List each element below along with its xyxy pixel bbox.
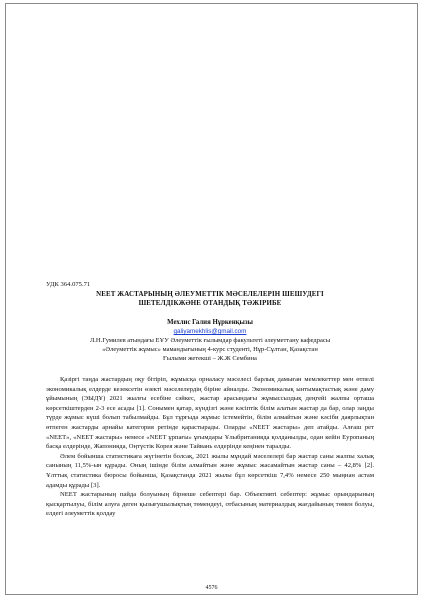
author-email-link[interactable]: galiyamekhlis@gmail.com (173, 328, 247, 335)
page-number: 4576 (205, 585, 218, 591)
affiliation-line-1: Л.Н.Гумилев атындағы ЕҰУ Әлеуметтік ғылымдар факультеті әлеуметтану кафедрасы (89, 337, 331, 344)
udk-code: УДК 364.075.71 (46, 281, 91, 288)
article-title-line-2: ШЕТЕЛДІКЖӘНЕ ОТАНДЫҚ ТӘЖІРИБЕ (138, 300, 282, 307)
paragraph-1: Қазіргі таңда жастардың оқу бітіріп, жұмысқа орналасу мәселесі барлық дамыған мемлекеттер мен өтпелі экономикалық елдерде кезексетін өзекті мәселелердің біріне айналды. Экономикалық ынтымақтастық және даму ұйымының (ЭЫДҰ) 2021 жылғы есебіне сәйкес, жастар арасындағы жұмыссыздық деңгейі жалпы орташа көрсеткіштерден 2-3 есе асады [1]. Сонымен қатар, күндізгі және кәсіптік білім алатын жастар да бар, олар заңды түрде жұмыс күші болып табылмайды. Бұл тұрғыда жұмыс істемейтін, білім алмайтын және кәсіби даярлықтан өтпеген жастарды арнайы категория ретінде қарастырады. Оларды «NEET жастары» деп атайды. Алғаш рет «NEET», «NEET жастары» немесе «NEET ұрпағы» ұғымдары Ұлыбританияда қолданылды, одан кейін Еуропаның басқа елдерінде, Жапонияда, Оңтүстік Корея және Тайвань елдерінде кеңінен таралды. (46, 376, 374, 451)
paragraph-2: Әлем бойынша статистикаға жүгінетін болсақ, 2021 жылы мұндай мәселелері бар жастар саны жалпы халық санының 11,5%-ын құрады. Оның ішінде білім алмайтын және жұмыс жасамайтын жастар саны – 42,8% [2]. Ұлттық статистика бюросы бойынша, Қазақстанда 2021 жылы бұл көрсеткіш 7,4% немесе 250 мыңнан астам адамды құрады [3]. (46, 452, 374, 489)
article-body (46, 280, 374, 519)
affiliation-line-2: «Әлеуметтік жұмыс» мамандығының 4-курс студенті, Нұр-Сұлтан, Қазақстан (102, 346, 318, 353)
author-name: Мехлис Галия Нұркенқызы (167, 319, 253, 326)
article-title-line-1: NEET ЖАСТАРЫНЫҢ ӘЛЕУМЕТТІК МӘСЕЛЕЛЕРІН ШЕШУДЕГІ (96, 291, 324, 298)
paragraph-3: NEET жастарының пайда болуының бірнеше себептері бар. Объективті себептер: жұмыс орындарының қысқартылуы, білім алуға деген қызығушылықтың төмендеуі, отбасының материалдық жағдайының төмен болуы, елдегі әлеуметтік қолдау (46, 491, 374, 518)
affiliation-line-3: Ғылыми жетекші – Ж.Ж Сембина (163, 355, 257, 362)
